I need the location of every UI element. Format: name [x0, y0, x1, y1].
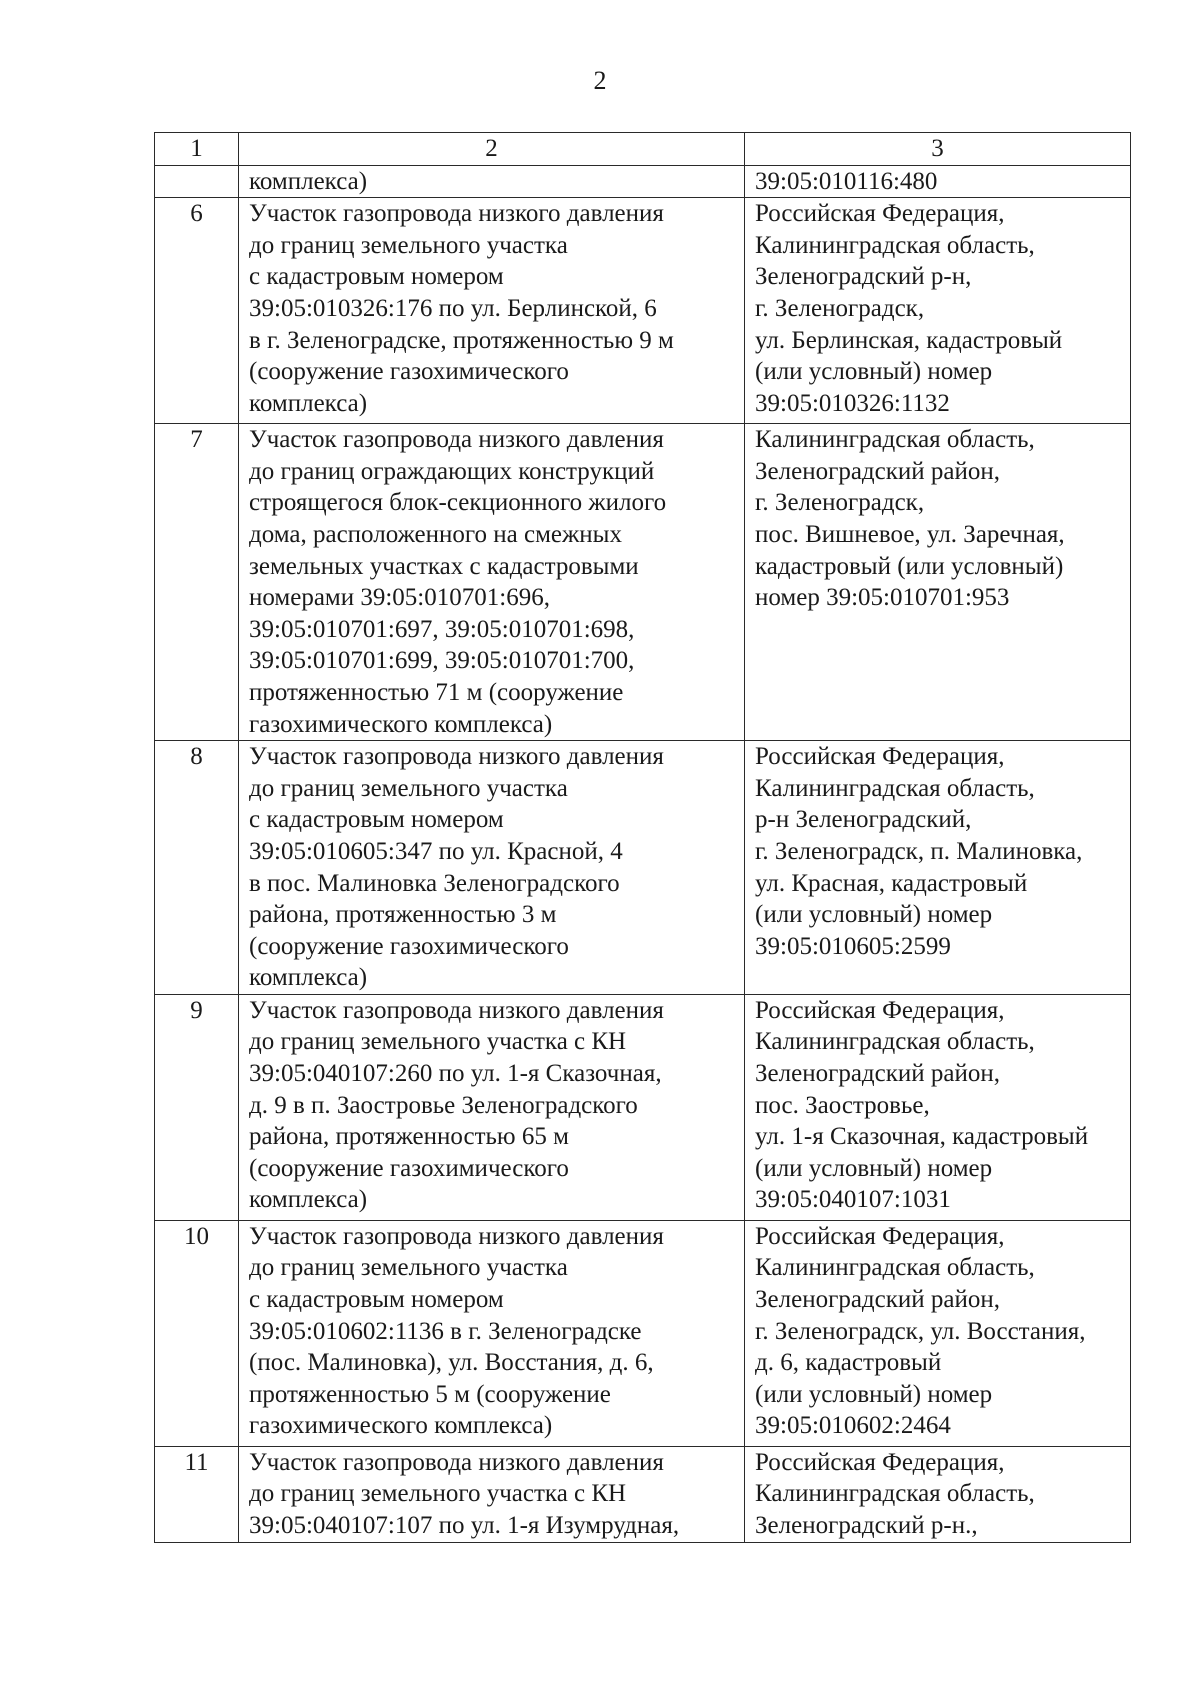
description-line: земельных участках с кадастровыми	[249, 552, 639, 580]
address-line: (или условный) номер	[755, 1380, 993, 1408]
address-line: 39:05:010602:2464	[755, 1412, 951, 1440]
address-line: г. Зеленоградск, п. Малиновка,	[755, 837, 1083, 865]
address-line: кадастровый (или условный)	[755, 552, 1064, 580]
description-line: Участок газопровода низкого давления	[249, 426, 664, 454]
description-line: номерами 39:05:010701:696,	[249, 584, 550, 612]
description-line: Участок газопровода низкого давления	[249, 743, 664, 771]
address-line: пос. Заостровье,	[755, 1091, 930, 1119]
address-line: ул. 1-я Сказочная, кадастровый	[755, 1123, 1089, 1151]
address-line: Калининградская область,	[755, 774, 1035, 802]
description-line: до границ земельного участка	[249, 1254, 568, 1282]
description-line: до границ земельного участка	[249, 231, 568, 259]
row-number-cell: 11	[155, 1446, 239, 1542]
address-line: г. Зеленоградск, ул. Восстания,	[755, 1317, 1086, 1345]
column-header-1: 1	[155, 133, 239, 166]
description-line: газохимического комплекса)	[249, 710, 553, 738]
address-line: г. Зеленоградск,	[755, 294, 925, 322]
address-line: (или условный) номер	[755, 901, 993, 929]
description-line: Участок газопровода низкого давления	[249, 1222, 664, 1250]
address-line: 39:05:010116:480	[755, 167, 938, 195]
description-line: с кадастровым номером	[249, 806, 504, 834]
address-line: Калининградская область,	[755, 426, 1035, 454]
description-cell	[239, 165, 745, 198]
description-line: Участок газопровода низкого давления	[249, 1448, 664, 1476]
description-line: протяженностью 5 м (сооружение	[249, 1380, 611, 1408]
table-row	[155, 994, 1131, 1220]
address-line: Калининградская область,	[755, 231, 1035, 259]
description-line: до границ земельного участка с КН	[249, 1480, 627, 1508]
address-cell	[745, 994, 1131, 1220]
description-line: (сооружение газохимического	[249, 932, 569, 960]
address-line: д. 6, кадастровый	[755, 1349, 942, 1377]
description-cell	[239, 1220, 745, 1446]
address-line: Зеленоградский р-н.,	[755, 1512, 978, 1540]
address-cell	[745, 165, 1131, 198]
column-header-3: 3	[745, 133, 1131, 166]
row-number-cell: 6	[155, 198, 239, 424]
table-header-row	[155, 133, 1131, 166]
address-line: номер 39:05:010701:953	[755, 584, 1010, 612]
description-line: в пос. Малиновка Зеленоградского	[249, 869, 620, 897]
address-line: Российская Федерация,	[755, 743, 1005, 771]
page-number: 2	[593, 66, 607, 95]
description-line: (сооружение газохимического	[249, 1154, 569, 1182]
address-line: ул. Берлинская, кадастровый	[755, 326, 1063, 354]
address-line: 39:05:040107:1031	[755, 1186, 951, 1214]
description-cell	[239, 198, 745, 424]
row-number-cell: 8	[155, 741, 239, 995]
address-line: Российская Федерация,	[755, 996, 1005, 1024]
description-line: 39:05:010701:699, 39:05:010701:700,	[249, 647, 635, 675]
description-cell	[239, 994, 745, 1220]
description-line: 39:05:010602:1136 в г. Зеленоградске	[249, 1317, 642, 1345]
address-cell	[745, 198, 1131, 424]
description-line: 39:05:040107:107 по ул. 1-я Изумрудная,	[249, 1512, 680, 1540]
table-row	[155, 1446, 1131, 1542]
address-line: Калининградская область,	[755, 1254, 1035, 1282]
description-line: до границ земельного участка с КН	[249, 1028, 627, 1056]
address-line: Зеленоградский район,	[755, 1060, 1000, 1088]
description-line: комплекса)	[249, 389, 368, 417]
description-line: (сооружение газохимического	[249, 358, 569, 386]
address-line: Российская Федерация,	[755, 1448, 1005, 1476]
address-cell	[745, 1220, 1131, 1446]
description-cell	[239, 741, 745, 995]
address-line: г. Зеленоградск,	[755, 489, 925, 517]
description-line: с кадастровым номером	[249, 1286, 504, 1314]
description-line: дома, расположенного на смежных	[249, 520, 622, 548]
address-line: 39:05:010605:2599	[755, 932, 951, 960]
description-line: с кадастровым номером	[249, 263, 504, 291]
description-line: до границ ограждающих конструкций	[249, 457, 655, 485]
description-line: (пос. Малиновка), ул. Восстания, д. 6,	[249, 1349, 654, 1377]
description-line: района, протяженностью 65 м	[249, 1123, 569, 1151]
description-line: комплекса)	[249, 167, 368, 195]
description-cell	[239, 424, 745, 741]
address-cell	[745, 424, 1131, 741]
description-line: протяженностью 71 м (сооружение	[249, 678, 624, 706]
address-line: Российская Федерация,	[755, 200, 1005, 228]
table-row	[155, 198, 1131, 424]
description-line: района, протяженностью 3 м	[249, 901, 557, 929]
description-line: 39:05:040107:260 по ул. 1-я Сказочная,	[249, 1060, 662, 1088]
row-number-cell: 10	[155, 1220, 239, 1446]
address-line: Зеленоградский район,	[755, 457, 1000, 485]
address-line: 39:05:010326:1132	[755, 389, 950, 417]
address-line: Зеленоградский р-н,	[755, 263, 972, 291]
description-cell	[239, 1446, 745, 1542]
address-line: Российская Федерация,	[755, 1222, 1005, 1250]
description-line: строящегося блок-секционного жилого	[249, 489, 667, 517]
column-header-2: 2	[239, 133, 745, 166]
row-number-cell	[155, 165, 239, 198]
description-line: 39:05:010326:176 по ул. Берлинской, 6	[249, 294, 657, 322]
row-number-cell: 7	[155, 424, 239, 741]
address-line: пос. Вишневое, ул. Заречная,	[755, 520, 1065, 548]
table-row	[155, 741, 1131, 995]
row-number-cell: 9	[155, 994, 239, 1220]
description-line: комплекса)	[249, 1186, 368, 1214]
description-line: до границ земельного участка	[249, 774, 568, 802]
address-cell	[745, 1446, 1131, 1542]
description-line: 39:05:010701:697, 39:05:010701:698,	[249, 615, 635, 643]
address-line: Калининградская область,	[755, 1028, 1035, 1056]
address-line: (или условный) номер	[755, 358, 993, 386]
description-line: Участок газопровода низкого давления	[249, 996, 664, 1024]
address-line: ул. Красная, кадастровый	[755, 869, 1028, 897]
table-row	[155, 165, 1131, 198]
address-line: Калининградская область,	[755, 1480, 1035, 1508]
description-line: Участок газопровода низкого давления	[249, 200, 664, 228]
description-line: 39:05:010605:347 по ул. Красной, 4	[249, 837, 623, 865]
address-cell	[745, 741, 1131, 995]
registry-table	[154, 132, 1131, 1543]
address-line: Зеленоградский район,	[755, 1286, 1000, 1314]
description-line: газохимического комплекса)	[249, 1412, 553, 1440]
table-row	[155, 1220, 1131, 1446]
description-line: комплекса)	[249, 964, 368, 992]
description-line: в г. Зеленоградске, протяженностью 9 м	[249, 326, 674, 354]
address-line: р-н Зеленоградский,	[755, 806, 972, 834]
table-row	[155, 424, 1131, 741]
description-line: д. 9 в п. Заостровье Зеленоградского	[249, 1091, 638, 1119]
address-line: (или условный) номер	[755, 1154, 993, 1182]
